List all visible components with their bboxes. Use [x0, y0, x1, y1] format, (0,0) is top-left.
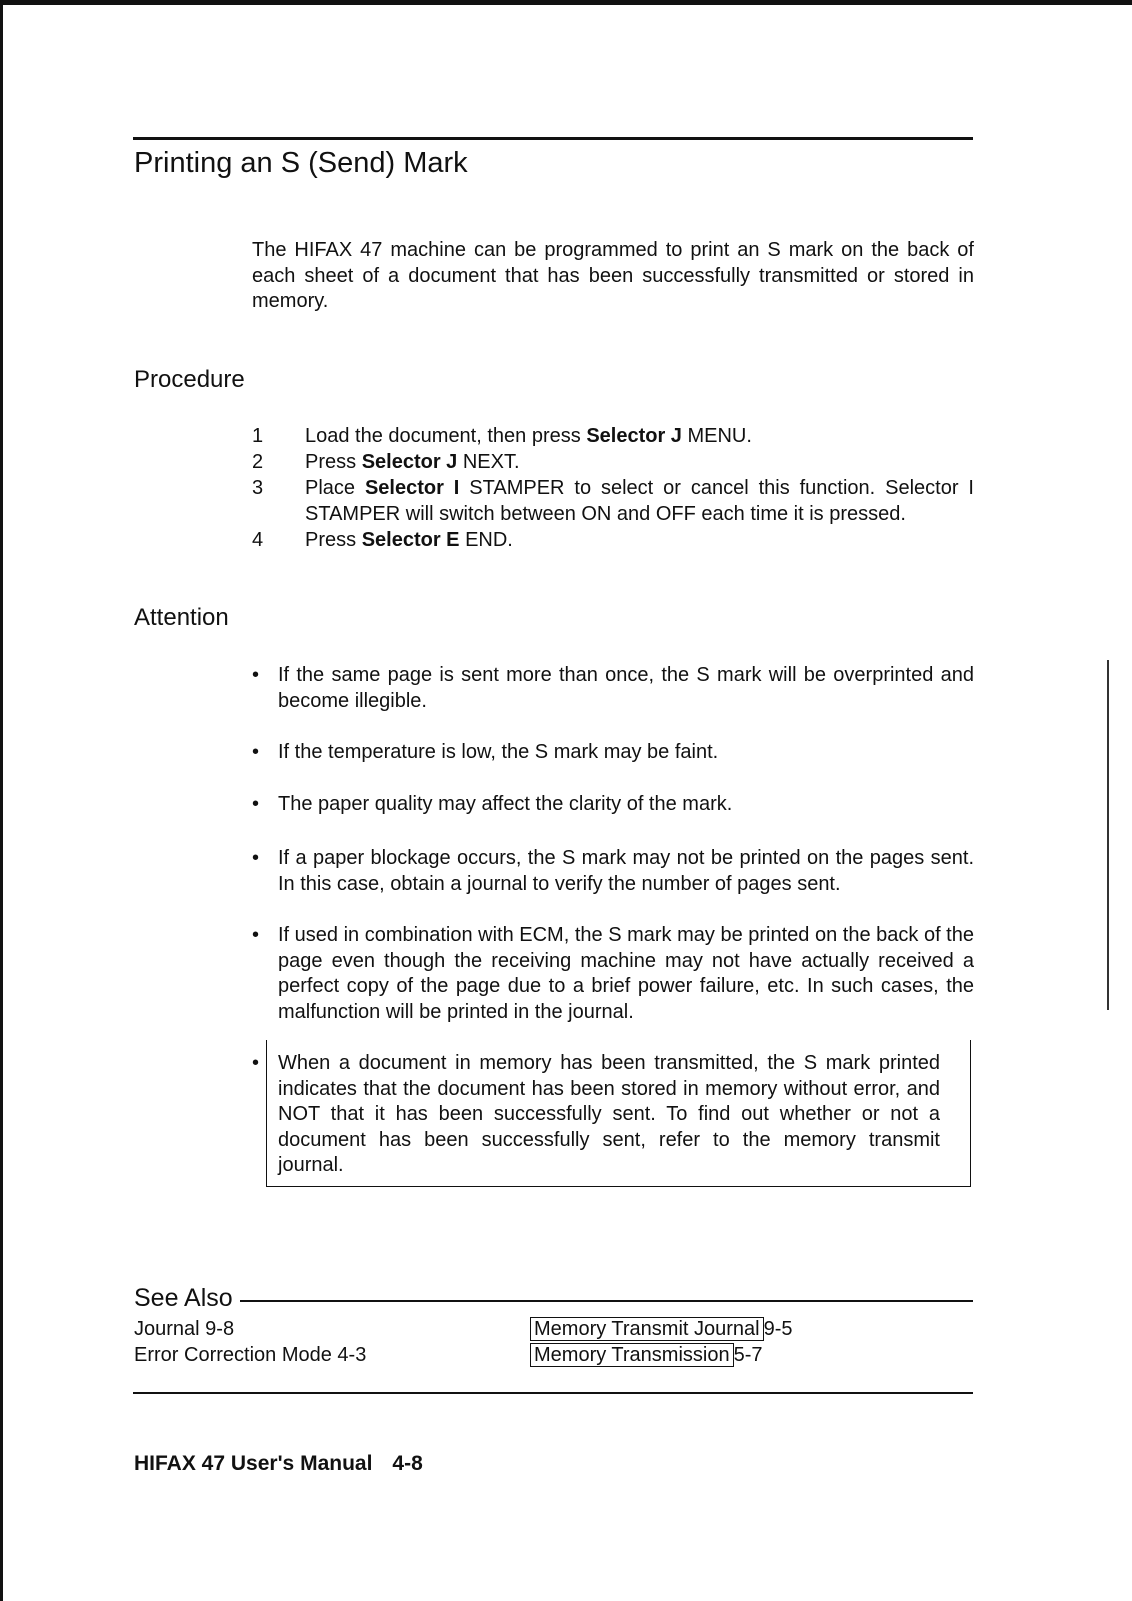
procedure-step — [252, 528, 974, 554]
attention-bullet — [252, 792, 974, 818]
bullet-icon: • — [252, 741, 260, 763]
attention-bullet — [252, 740, 974, 766]
step-number: 2 — [252, 451, 264, 473]
step-text: Place — [305, 477, 365, 499]
bullet-icon: • — [252, 664, 260, 686]
link-label: Memory Transmission — [530, 1343, 734, 1367]
link-page: 5-7 — [733, 1344, 763, 1366]
see-also-link[interactable] — [134, 1317, 234, 1343]
attention-bullet-boxed — [252, 1051, 974, 1179]
step-text: Press — [305, 451, 362, 473]
page-footer — [134, 1452, 443, 1476]
title-rule — [133, 137, 973, 140]
procedure-step — [252, 424, 974, 450]
bullet-text: If a paper blockage occurs, the S mark may not be printed on the pages sent. In this case, obtain a journal to verify the number of pages sent. — [278, 847, 974, 895]
see-also-link[interactable] — [134, 1343, 366, 1369]
step-selector: Selector J — [361, 451, 458, 473]
link-label: Memory Transmit Journal — [530, 1317, 764, 1341]
step-text: Press — [305, 529, 362, 551]
attention-bullet — [252, 663, 974, 714]
step-number: 3 — [252, 477, 264, 499]
step-number: 4 — [252, 529, 264, 551]
step-selector: Selector E — [361, 529, 460, 551]
bullet-text: When a document in memory has been transmitted, the S mark printed indicates that the document has been stored in memory without error, and NOT that it has been successfully sent. To find out whether or not a document has been successfully sent, refer to the memory transmit journal. — [278, 1052, 940, 1176]
attention-bullet — [252, 923, 974, 1025]
link-label: Error Correction Mode — [134, 1344, 332, 1366]
link-label: Journal — [134, 1318, 200, 1340]
intro-paragraph: The HIFAX 47 machine can be programmed to print an S mark on the back of each sheet of a document that has been successfully transmitted or stored in memory. — [252, 239, 974, 312]
scan-border-top — [0, 0, 1132, 5]
bullet-icon: • — [252, 1052, 260, 1074]
attention-bullet — [252, 846, 974, 897]
step-text: STAMPER to select or cancel this function. Selector I STAMPER will switch between ON and OFF each time it is pressed. — [305, 477, 974, 525]
link-page: 9-5 — [763, 1318, 793, 1340]
bottom-rule — [133, 1392, 973, 1394]
manual-name: HIFAX 47 User's Manual — [134, 1452, 373, 1475]
step-selector: Selector I — [364, 477, 460, 499]
see-also-rule — [240, 1300, 973, 1302]
scan-border-left — [0, 0, 3, 1601]
procedure-step — [252, 476, 974, 527]
bullet-text: If the temperature is low, the S mark may be faint. — [278, 741, 719, 763]
see-also-link[interactable] — [530, 1317, 793, 1343]
bullet-text: The paper quality may affect the clarity of the mark. — [278, 793, 733, 815]
step-text: MENU. — [681, 425, 752, 447]
bullet-icon: • — [252, 793, 260, 815]
step-text: END. — [459, 529, 513, 551]
scan-border-right — [1107, 660, 1109, 1010]
step-text: NEXT. — [457, 451, 520, 473]
link-page: 4-3 — [337, 1344, 367, 1366]
bullet-icon: • — [252, 847, 260, 869]
see-also-link[interactable] — [530, 1343, 763, 1369]
step-number: 1 — [252, 425, 264, 447]
bullet-icon: • — [252, 924, 260, 946]
page-number: 4-8 — [392, 1452, 423, 1475]
procedure-heading: Procedure — [134, 366, 245, 393]
step-selector: Selector J — [586, 425, 682, 447]
bullet-text: If the same page is sent more than once, the S mark will be overprinted and become illegible. — [278, 664, 974, 712]
bullet-text: If used in combination with ECM, the S mark may be printed on the back of the page even though the receiving machine may not have actually received a perfect copy of the page due to a brief power failure, etc. In such cases, the malfunction will be printed in the journal. — [278, 924, 974, 1023]
page-title: Printing an S (Send) Mark — [134, 147, 468, 179]
see-also-heading: See Also — [134, 1284, 233, 1312]
attention-heading: Attention — [134, 604, 229, 631]
link-page: 9-8 — [205, 1318, 235, 1340]
procedure-step — [252, 450, 974, 476]
step-text: Load the document, then press — [305, 425, 587, 447]
